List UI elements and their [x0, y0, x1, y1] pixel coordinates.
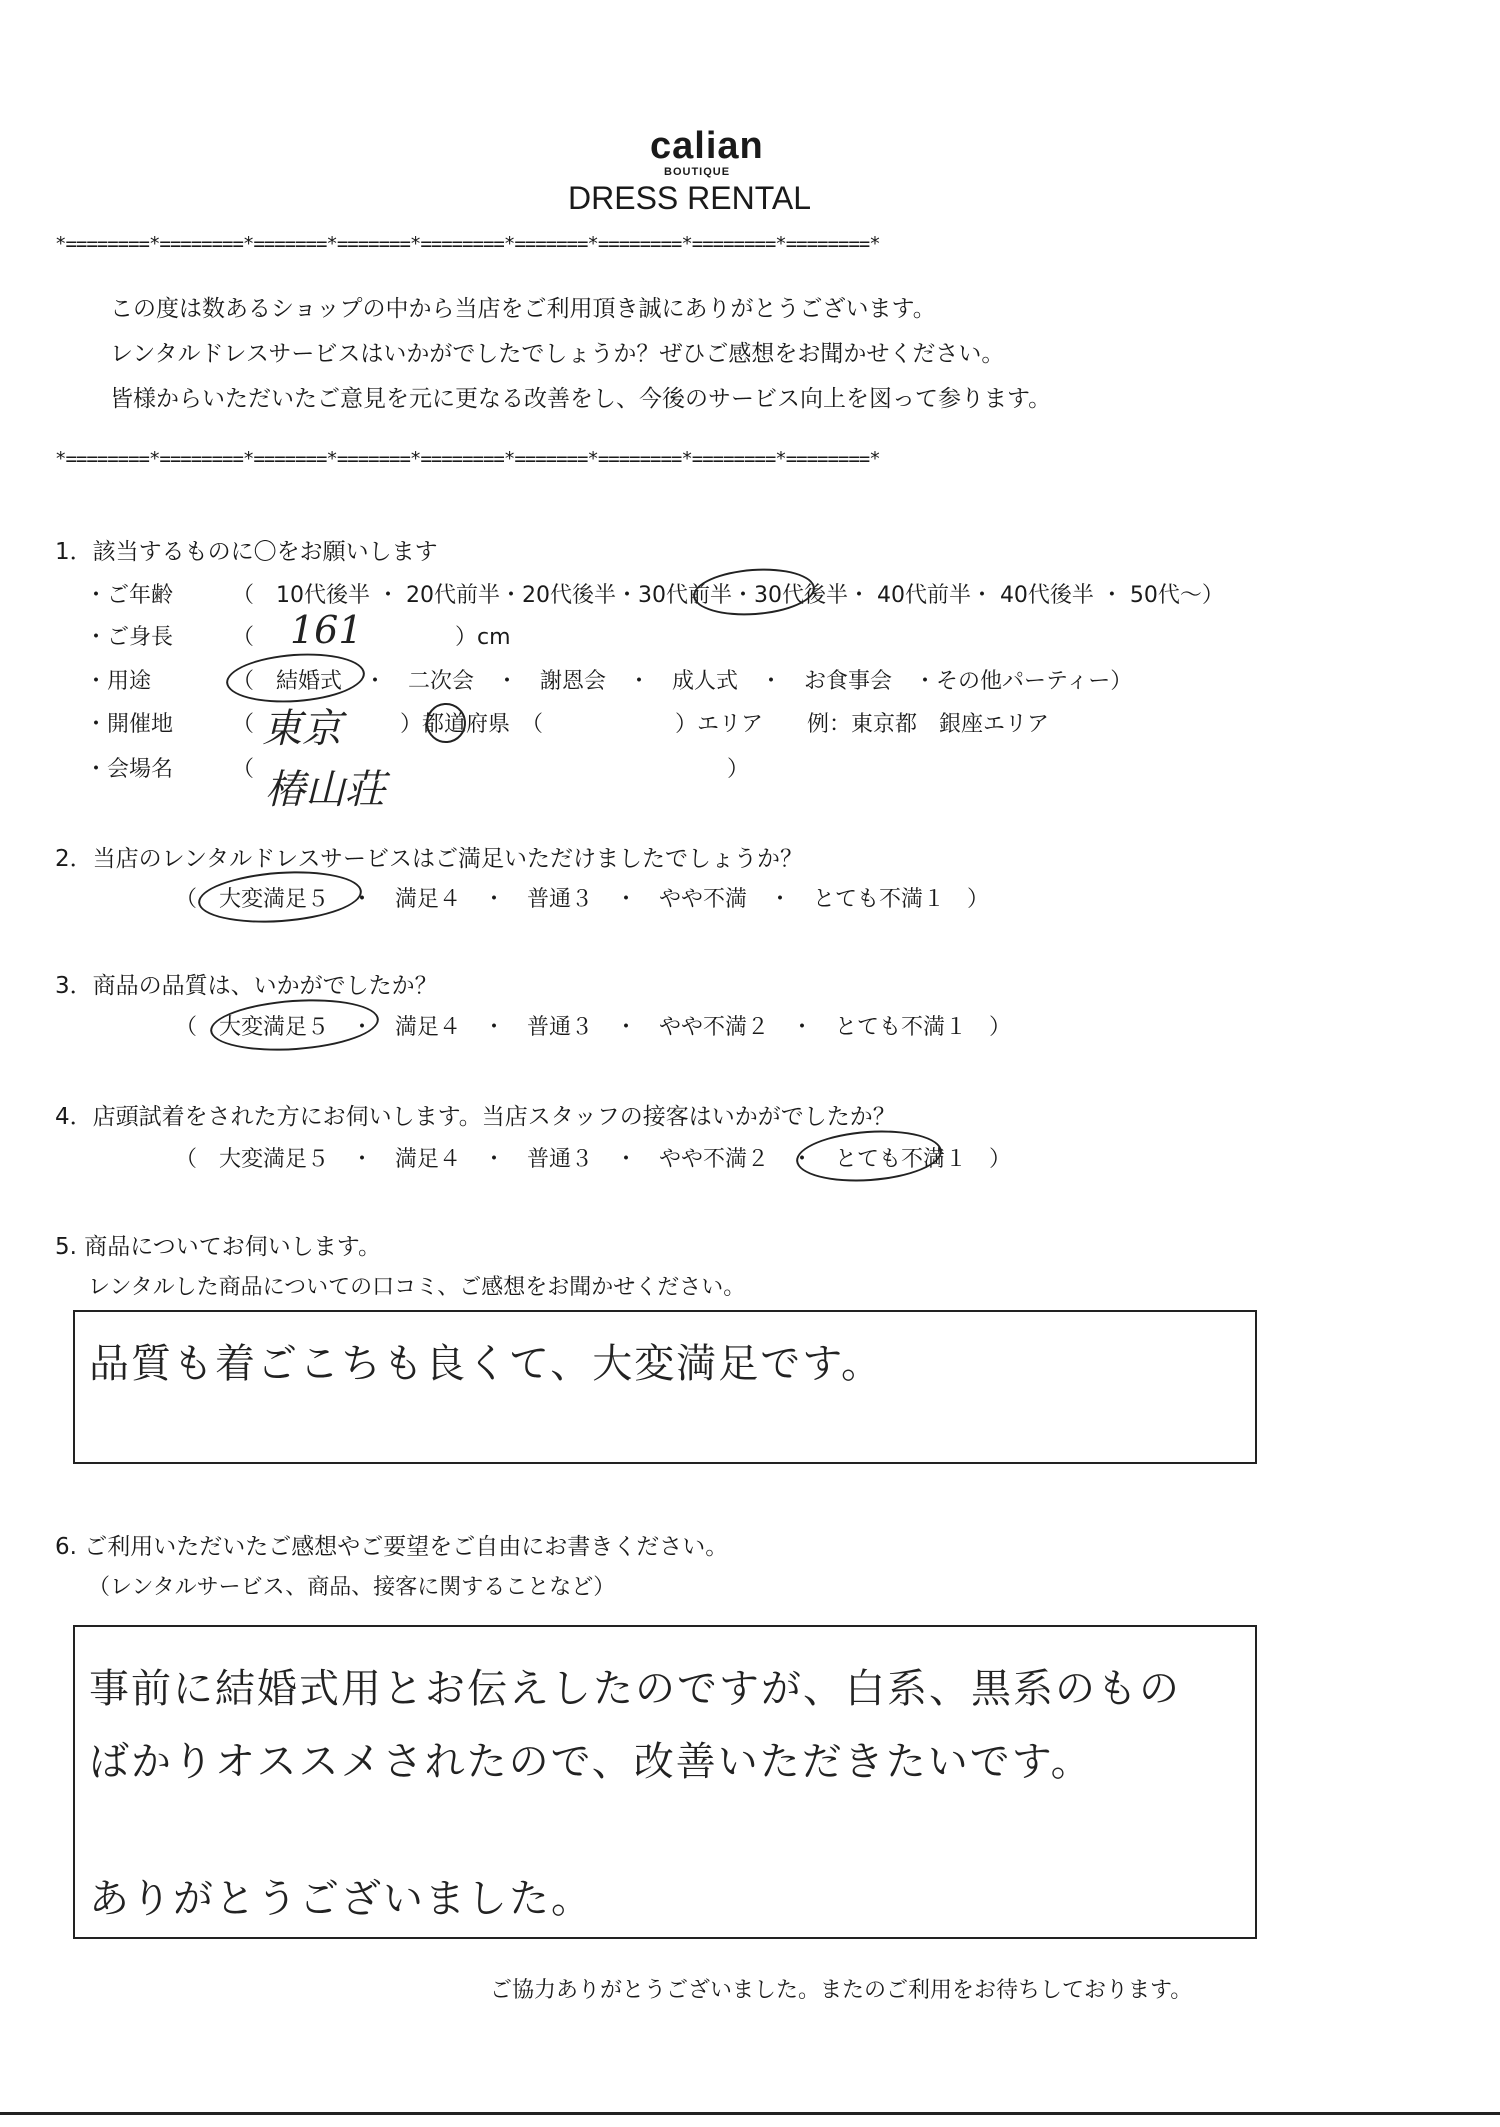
venue-area-open-paren: （: [232, 712, 255, 737]
venue-name-label: ・会場名: [85, 757, 174, 782]
question-6-answer-line-1: 事前に結婚式用とお伝えしたのですが、白系、黒系のもの: [89, 1666, 1181, 1712]
intro-line-3: 皆様からいただいたご意見を元に更なる改善をし、今後のサービス向上を図って参ります。: [110, 386, 1052, 412]
height-unit: ）cm: [455, 625, 511, 650]
venue-name-close-paren: ）: [727, 757, 750, 782]
purpose-options: （ 結婚式 ・ 二次会 ・ 謝恩会 ・ 成人式 ・ お食事会 ・その他パーティー）: [232, 669, 1133, 694]
form-title: DRESS RENTAL: [568, 180, 812, 216]
question-6-answer-box[interactable]: [73, 1625, 1257, 1939]
question-5-subtitle: レンタルした商品についての口コミ、ご感想をお聞かせください。: [88, 1275, 746, 1300]
height-value[interactable]: 161: [290, 608, 363, 652]
q2-selected-circle: [196, 866, 363, 927]
venue-name-value[interactable]: 椿山荘: [265, 767, 385, 813]
brand-logo: calian: [650, 125, 764, 167]
question-2-options: （ 大変満足５ ・ 満足４ ・ 普通３ ・ やや不満 ・ とても不満１ ）: [175, 887, 990, 912]
height-label: ・ご身長: [85, 625, 174, 650]
question-2-title: 2．当店のレンタルドレスサービスはご満足いただけましたでしょうか？: [55, 846, 803, 872]
intro-line-1: この度は数あるショップの中から当店をご利用頂き誠にありがとうございます。: [110, 296, 936, 322]
question-6-title: 6. ご利用いただいたご感想やご要望をご自由にお書きください。: [55, 1534, 729, 1560]
height-open-paren: （: [232, 625, 255, 650]
question-6-answer-line-3: ありがとうございました。: [89, 1876, 593, 1922]
separator-bottom: *========*========*=======*=======*========*=======*========*========*========*: [55, 448, 880, 470]
brand-subtitle: BOUTIQUE: [664, 166, 731, 178]
question-6-answer-line-2: ばかりオススメされたので、改善いただきたいです。: [89, 1739, 1093, 1785]
page-bottom-rule: [0, 2112, 1500, 2115]
purpose-label: ・用途: [85, 669, 152, 694]
intro-line-2: レンタルドレスサービスはいかがでしたでしょうか？ぜひご感想をお聞かせください。: [110, 341, 1005, 367]
age-label: ・ご年齢: [85, 583, 174, 608]
question-3-title: 3．商品の品質は、いかがでしたか？: [55, 973, 438, 999]
question-1-title: 1．該当するものに〇をお願いします: [55, 539, 438, 565]
question-5-answer-text: 品質も着ごこちも良くて、大変満足です。: [89, 1341, 883, 1387]
venue-area-label: ・開催地: [85, 712, 174, 737]
venue-area-value[interactable]: 東京: [262, 706, 342, 752]
q4-selected-circle: [794, 1126, 943, 1186]
q3-selected-circle: [208, 994, 380, 1056]
question-5-answer-box[interactable]: [73, 1310, 1257, 1464]
venue-area-rest: ）都道府県 （ ）エリア 例：東京都 銀座エリア: [400, 712, 1050, 737]
question-4-title: 4．店頭試着をされた方にお伺いします。当店スタッフの接客はいかがでしたか？: [55, 1104, 896, 1130]
separator-top: *========*========*=======*=======*========*=======*========*========*========*: [55, 233, 880, 255]
question-5-title: 5. 商品についてお伺いします。: [55, 1234, 381, 1260]
footer-thanks: ご協力ありがとうございました。またのご利用をお待ちしております。: [490, 1978, 1193, 2003]
question-4-options: （ 大変満足５ ・ 満足４ ・ 普通３ ・ やや不満２ ・ とても不満１ ）: [175, 1147, 1012, 1172]
age-selected-circle: [692, 565, 817, 619]
question-6-subtitle: （レンタルサービス、商品、接客に関することなど）: [88, 1575, 616, 1600]
venue-name-open-paren: （: [232, 757, 255, 782]
age-options: （ 10代後半 ・ 20代前半・20代後半・30代前半・30代後半・ 40代前半・ 40代後半 ・ 50代〜）: [232, 583, 1224, 608]
question-3-options: （ 大変満足５ ・ 満足４ ・ 普通３ ・ やや不満２ ・ とても不満１ ）: [175, 1015, 1012, 1040]
